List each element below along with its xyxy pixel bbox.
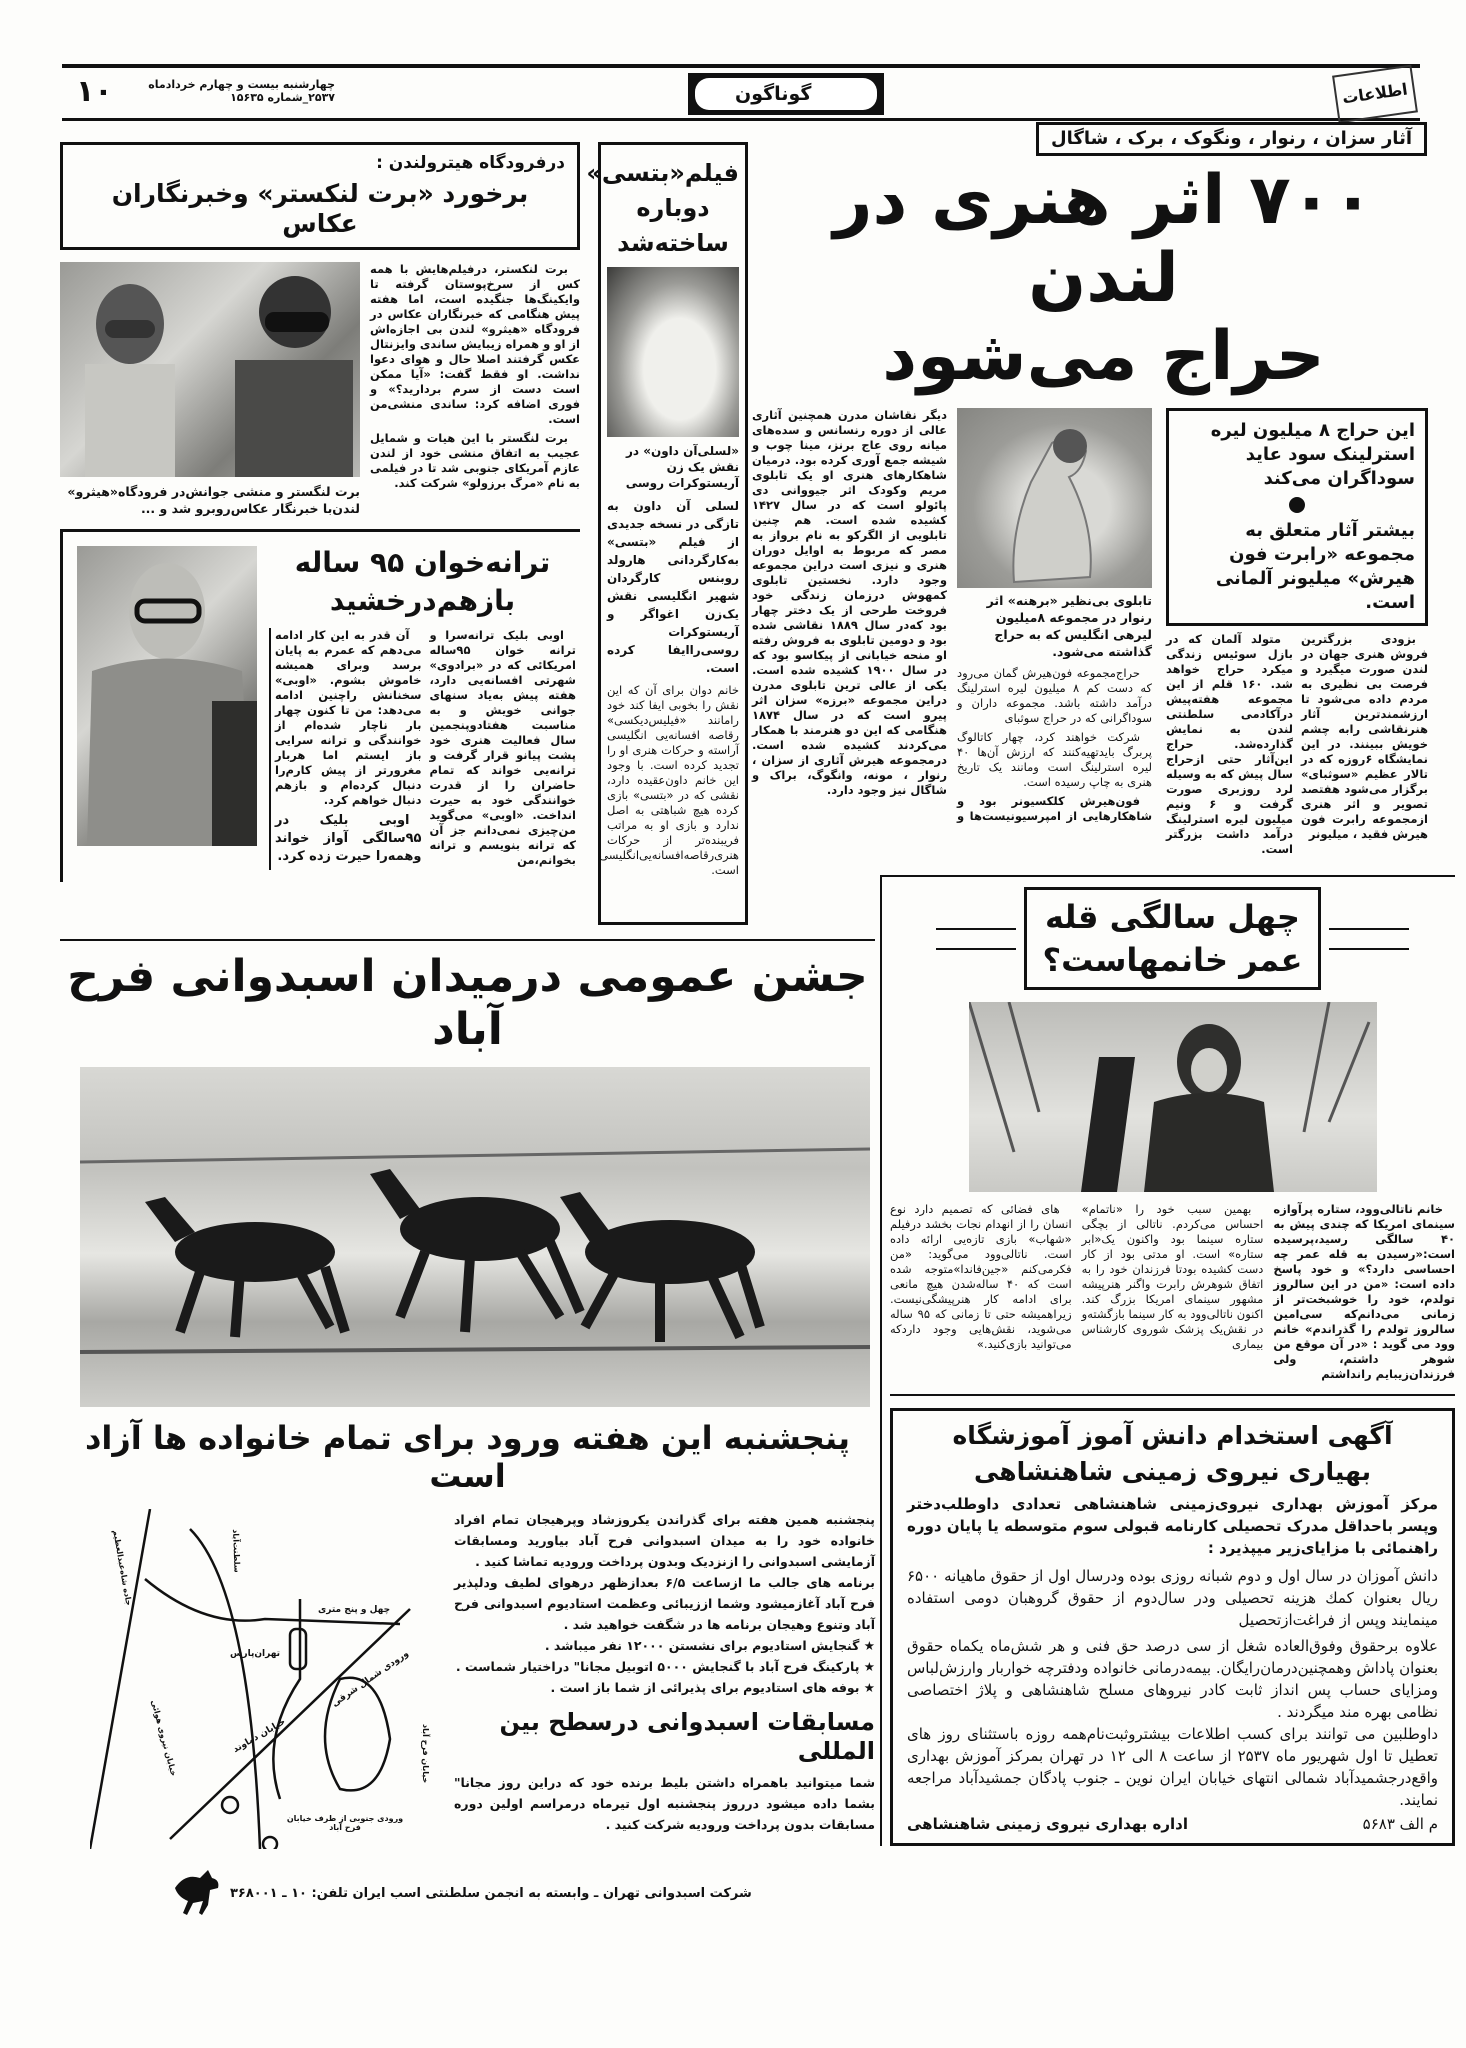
- singer-columns: [269, 628, 576, 872]
- art-column-left: [1166, 632, 1293, 861]
- newspaper-logo: [1332, 65, 1418, 124]
- bullet-text: بوفه های استادیوم برای پذیرائی از شما باز است .: [550, 1680, 860, 1696]
- art-kicker: آثار سزان ، رنوار ، ونگوک ، برک ، شاگال: [1036, 122, 1427, 156]
- betsy-body: خانم دوان برای آن که این نقش را بخوبی ایفا کند خود رامانند «فیلیس‌دیکسی» رقاصه افسانه‌یی انگلیسی آراسته و حرکات هنری او را تجدید کرده است. با وجود این خانم داون‌عقیده دارد، نقشی که در «بتسی» بازی کرده هیچ شباهتی به اصل ندارد و بازی او به مراتب فریبنده‌تر از حرکات هنری‌رقاصه‌افسانه‌یی‌انگلیسی است.: [599, 683, 739, 878]
- forty-headline-2: عمر خانمهاست؟: [1042, 940, 1303, 979]
- map-label-road-3: چهل و پنج متری: [318, 1605, 391, 1616]
- army-code: م الف ۵۶۸۳: [1362, 1814, 1438, 1833]
- army-headline-2: بهیاری نیروی زمینی شاهنشاهی: [973, 1456, 1372, 1486]
- army-para-3: داوطلبین می توانند برای کسب اطلاعات بیشتروثبت‌نام‌همه روزه باستثنای روز های تعطیل تا اول شهریور ماه ۲۵۳۷ از ساعت ۸ الی ۱۲ در تهران بمرکز آموزش بهداری واقع‌درجشمیدآباد شمالی انتهای خیابان ایران نوین ـ جنوب پادگان جمشیدآباد مراجعه نمایند.: [907, 1724, 1438, 1809]
- art-kicker-wrap: [752, 122, 1455, 156]
- pianist-sketch: [77, 546, 257, 846]
- lancaster-photo-column: [60, 262, 360, 517]
- map-label-road-4: تهران‌پارس: [230, 1649, 281, 1660]
- army-headline-1: آگهی استخدام دانش آموز آموزشگاه: [952, 1420, 1393, 1450]
- forty-title-row: [890, 887, 1455, 990]
- right-area: [752, 122, 1455, 1846]
- singer-caption: اوبی بلیک در ۹۵سالگی آواز خواند وهمه‌را حیرت زده کرد.: [275, 812, 422, 864]
- forty-col-2: [1082, 1202, 1264, 1356]
- racing-headline: جشن عمومی درمیدان اسبدوانی فرح آباد: [67, 951, 868, 1055]
- betsy-headline-1: فیلم«بتسی»: [586, 159, 739, 187]
- map-label-road-8: ورودی جنوبی از طرف خیابان فرح آباد: [286, 1814, 404, 1833]
- forty-col-1: [1273, 1202, 1455, 1386]
- text: برت لنگستر با این هیات و شمایل عجیب به اتفاق منشی خود از لندن عازم آمریکای جنوبی شد تا در فیلمی به نام «مرگ برزولو» شرکت کند.: [370, 431, 580, 491]
- lancaster-body: [370, 262, 580, 495]
- betsy-headline-2: دوباره: [636, 193, 710, 222]
- lancaster-singer-column: [60, 142, 580, 882]
- singer-col-right: [430, 628, 577, 872]
- racing-footer-row: [170, 1868, 875, 1918]
- right-lower-column: [880, 875, 1455, 1846]
- map-label-road-5: خیابان دماوند: [231, 1717, 288, 1756]
- forty-title-box: [1024, 887, 1322, 990]
- betsy-column: [586, 142, 748, 925]
- map-label-road-9: خیابان فرح آباد: [421, 1724, 430, 1784]
- text: بزودی بزرگترین فروش هنری جهان در لندن صورت میگیرد و فرصت بی نظیری به مردم داده می‌شود تا ارزشمندترین آثار هنرنقاشی رابه چشم خویش ببینند. در این نمایشگاه ۶روزه که در تالار عظیم «سوثبای» برگزار می‌شود هفتصد تصویر و اثر هنری ازمجموعه رابرت فون هیرش فقید ، میلیونر: [1301, 632, 1428, 842]
- renoir-painting-photo: [957, 408, 1152, 588]
- horse-rider-logo-icon: [170, 1868, 220, 1918]
- map-roads: [90, 1509, 430, 1849]
- forty-columns: [890, 1202, 1455, 1386]
- date-text: چهارشنبه بیست و چهارم خردادماه: [148, 78, 335, 91]
- singer-col-left: [269, 628, 422, 870]
- painting-caption: تابلوی بی‌نظیر «برهنه» اثر رنوار در مجموعه ۸میلیون لیرهی انگلیس که به حراج گذاشته می‌شود.: [986, 593, 1152, 660]
- army-para-1: دانش آموزان در سال اول و دوم شبانه روزی بوده ودرسال اول از حقوق ماهیانه ۶۵۰۰ ریال بعنوان کمك هزینه تحصیلی ودر سال‌دوم از حقوق گروهبان دومی استفاده مینمایند وپس از فراغت‌ازتحصیل: [907, 1566, 1438, 1629]
- art-under-painting-left: شرکت خواهند کرد، چهار کاتالوگ پربرگ بایدتهیه‌کنند که ارزش آن‌ها ۴۰ لیره استرلینگ است ومانند یک تاریخ هنری به چاپ رسیده است.: [957, 730, 1152, 790]
- section-label: [688, 73, 884, 115]
- text: اوبی بلیک ترانه‌سرا و ترانه خوان ۹۵ساله امریکائی که در «برادوی» شهرتی افسانه‌یی دارد، هفته پیش به‌یاد سنهای جوانی خویش و به مناسبت هفتادوپنجمین سال فعالیت هنری خود پشت پیانو قرار گرفت و ترانه‌یی خواند که تمام حاضران را از قدرت خوانندگی خود به حیرت انداخت. «اوبی» می‌گوید من‌چیزی نمی‌دانم جز آن که ترانه بنویسم و ترانه بخوانم،من: [429, 627, 576, 867]
- racing-section-title: مسابقات اسبدوانی درسطح بین المللی: [499, 1708, 875, 1766]
- horse-silhouette: [170, 1868, 220, 1918]
- singer-text-area: [269, 546, 576, 871]
- lancaster-photo: [60, 262, 360, 477]
- forty-bottom-rule: [890, 1394, 1455, 1396]
- masthead-top-rule: [62, 64, 1420, 68]
- date-line: [125, 78, 335, 104]
- lancaster-caption: برت لنگستر و منشی جوانش‌در فرودگاه«هیثرو» لندن‌با خبرنگار عکاس‌روبرو شد و ...: [67, 484, 360, 517]
- star-icon: ★: [859, 1680, 875, 1696]
- map-label-road-6: ورودی شمال شرقی: [330, 1649, 411, 1710]
- army-signature: اداره بهداری نیروی زمینی شاهنشاهی: [907, 1814, 1188, 1833]
- issue-text: ۲۵۳۷_شماره ۱۵۶۳۵: [230, 91, 335, 104]
- army-ad-box: [890, 1408, 1455, 1846]
- army-para-2: علاوه برحقوق وفوق‌العاده شغل از سی درصد حق فنی و هر شش‌ماه یکماه حقوق بعنوان پاداش وهمچنین‌درمان‌رایگان. بیمه‌درمانی خانواده ودفترچه خواربار وارزش‌لباس ومزایای حساب پس انداز ثابت کادر نیروهای مسلح شاهنشاهی و پلاژ اختصاصی نظامی بهره مند میگردند .: [907, 1636, 1438, 1721]
- map-label-road-2: سلطنت‌آباد: [231, 1529, 242, 1574]
- army-lead: مرکز آموزش بهداری نیروی‌زمینی شاهنشاهی تعدادی داوطلب‌دختر وپسر باحداقل مدرک تحصیلی کارنامه قبولی سوم متوسطه یا پایان دوره راهنمائی با مزایای‌زیر میپذیرد :: [907, 1494, 1438, 1557]
- forty-headline-1: چهل سالگی قله: [1045, 898, 1300, 937]
- reclining-woman-sketch: [969, 1002, 1377, 1192]
- auction-highlight-box: [1166, 408, 1428, 626]
- masthead-bottom-rule: [62, 118, 1420, 121]
- bullet-text: پارکینگ فرح آباد با گنجایش ۵۰۰۰ اتوبیل مجانا" دراختیار شماست .: [455, 1659, 860, 1675]
- star-icon: ★: [859, 1638, 875, 1654]
- art-col-far-text: فون‌هیرش کلکسیونر بود و شاهکارهایی از امپرسیونیست‌ها و دیگر نقاشان مدرن همچنین آثاری عالی از دوره رنسانس و سده‌های میانه روی عاج برنز، مینا چوب و شیشه جمع آوری کرده بود. درمیان شاهکارهای هنری او یک تابلوی مریم وکودک اثر جیووانی دی پائولو است که در سال ۱۴۲۷ کشیده شده است. هم چنین تابلویی از الگرکو به نام برواز به مصر که مربوط به اوایل دوران هنری و نیزی است دراین مجموعه وجود دارد. نخستین تابلوی کمهوش درزمان زندگی خود فروخت طرحی از یک دختر چهار بود که‌در سال ۱۸۸۹ نقاشی شده بود و دومین تابلوی به فروش رفته او منحه خیابانی از پیکاسو بود که در سال ۱۹۰۰ کشیده شده است. یکی از عالی ترین تابلوی مدرن دراین مجموعه «برزه» سزان اثر پیرو است که در سال ۱۸۷۴ هنگامی که این دو هنرمند با همکار می‌کردند کشیده شده است. درمجموعه هیرش آثاری از سزان ، رنوار ، مونه، وانگوگ، براک و شاگال نیز وجود دارد.: [752, 408, 1152, 824]
- page-number: ۱۰: [76, 74, 113, 109]
- lancaster-row: [60, 262, 580, 517]
- bullet-text: گنجایش استادیوم برای نشستن ۱۲۰۰۰ نفر میباشد .: [544, 1638, 860, 1654]
- art-right-columns: [1166, 632, 1428, 861]
- art-right-column: [1166, 408, 1428, 861]
- forty-title-rule-left: [936, 928, 1016, 950]
- betsy-headline-3: ساخته‌شد: [617, 228, 729, 257]
- two-people-sketch: [60, 262, 360, 477]
- forty-section: [890, 887, 1455, 1386]
- highlight-line-2: بیشتر آثار متعلق به مجموعه «رابرت فون هیرش» میلیونر آلمانی است.: [1215, 520, 1415, 614]
- star-icon: ★: [859, 1659, 875, 1675]
- map-label-road-7: خیابان نیروی هوائی: [149, 1699, 179, 1778]
- map-label-road-1: جاده شاه‌عبدالعظیم: [111, 1529, 134, 1607]
- text: های فضائی که تصمیم دارد نوع انسان را از انهدام نجات بخشد درفیلم «شهاب» بازی تازه‌یی ارائه داده است. ناتالی‌وود می‌گوید: «من فکرمی‌کنم «جین‌فاندا»متوجه شده است که ۴۰ ساله‌شدن هیچ مانعی برای ادامه کار هنرپیشگی‌نیست. زیراهمیشه حتی تا زمانی که ۹۵ ساله می‌شوید، نقش‌هایی وجود داردکه می‌توانید بازی‌کنید.»: [889, 1201, 1072, 1351]
- art-body-row: [752, 408, 1455, 861]
- singer-headline-2: بازهم‌درخشید: [329, 583, 516, 617]
- betsy-caption: «لسلی‌آن داون» در نقش یک زن آریستوکرات روسی: [625, 444, 739, 491]
- racing-subheadline: پنجشنبه این هفته ورود برای تمام خانواده ها آزاد است: [84, 1418, 851, 1495]
- forty-title-rule-right: [1329, 928, 1409, 950]
- art-under-painting-right: حراج‌مجموعه فون‌هیرش گمان می‌رود که دست کم ۸ میلیون لیره استرلینگ درآمد داشته باشد. مجموعه داران و سوداگرانی که در حراج سوثبای: [957, 666, 1152, 726]
- text: آن قدر به این کار ادامه می‌دهم که عمرم به پایان برسد وبرای همیشه خاموش بشوم. «اوبی» سخنانش راچنین ادامه می‌دهد: من تا کنون چهار بار ناچار شده‌ام از خوانندگی و ترانه سرایی باز ایستم اما هربار مغرورتر از پیش کارم‌را دنبال کرده‌ام و بازهم دنبال خواهم کرد.: [275, 627, 422, 807]
- text: برت لنکستر، درفیلم‌هایش با همه کس از سرخ‌پوستان گرفته تا وایکینگ‌ها جنگیده است، اما هفته پیش هنگامی که خبرنگاران عکاس در فرودگاه «هیثرو» لندن بی اجازه‌اش از او و همراه زیبایش ساندی وایزنتال عکس گرفتند اصلا حال و هوای دعوا نداشت. او فقط گفت: «آیا ممکن است دست از سرم بردارید؟» و فوری اضافه کرد: ساندی منشی‌من است.: [370, 262, 580, 427]
- army-footer: [907, 1815, 1438, 1833]
- art-column-right: [1301, 632, 1428, 846]
- text: خانم ناتالی‌وود، ستاره پرآوازه سینمای امریکا که چندی پیش به ۴۰ سالگی رسید،پرسیده است:«رسیدن به قله عمر چه احساسی دارد؟» و خود پاسخ داده است: «من در این سالروز تولدم، خود را خوشبخت‌تر از زمانی می‌دانم‌که سی‌امین سالروز تولدم را گذراندم» خانم وود می گوید : «در آن موقع من شوهر داشتم، ولی فرزندان‌زیبایم رانداشتم: [1273, 1201, 1455, 1381]
- logo-text: اطلاعات: [1341, 79, 1409, 108]
- racing-footer: شرکت اسبدوانی تهران ـ وابسته به انجمن سلطنتی اسب ایران تلفن: ۱۰ ـ ۳۶۸۰۰۱: [230, 1885, 752, 1901]
- text: متولد آلمان که در بازل سوئیس زندگی میکرد حراج خواهد شد. ۱۶۰ قلم از این مجموعه هفته‌پیش درآکادمی سلطنتی لندن به نمایش گذارده‌شد. حراج این‌آثار حتی ازحراج سال پیش که به وسیله لرد روزبری صورت گرفت و ۶ ونیم میلیون لیره استرلینگ درآمد داشت بزرگتر است.: [1166, 632, 1294, 857]
- art-columns: [752, 408, 1152, 824]
- lesley-anne-down-photo: [607, 267, 739, 437]
- lancaster-headline-box: [60, 142, 580, 250]
- highlight-line-1: این حراج ۸ میلیون لیره استرلینک سود عاید سوداگران می‌کند: [1210, 420, 1415, 490]
- natalie-wood-photo: [969, 1002, 1377, 1192]
- forty-col-3: [890, 1202, 1072, 1356]
- racing-para-3: شما میتوانید باهمراه داشتن بلیط برنده خود که دراین روز مجانا" بشما داده میشود درروز پنجشنبه اول تیرماه درمراسم اولین دوره مسابقات بدون پرداخت ورودیه شرکت کنید .: [454, 1774, 875, 1832]
- racing-para-2: برنامه های جالب ما ازساعت ۶/۵ بعدازظهر درهوای لطیف ودلپذیر فرح آباد آغازمیشود وشما اززیبائی وعظمت استادیوم اسبدوانی فرح آباد وتنوع وهیجان برنامه ها در شگفت خواهید شد .: [454, 1575, 875, 1633]
- art-headline-2: حراج می‌شود: [882, 316, 1325, 396]
- lancaster-kicker: درفرودگاه هیترولندن :: [376, 153, 565, 173]
- eubie-blake-photo: [77, 546, 257, 846]
- art-headline-1: ۷۰۰ اثر هنری در لندن: [833, 160, 1374, 318]
- section-name: گوناگون: [695, 78, 877, 110]
- lancaster-headline: برخورد «برت لنکستر» وخبرنگاران عکاس: [111, 179, 529, 239]
- racing-para-1: پنجشنبه همین هفته برای گذراندن یکروزشاد وپرهیجان تمام افراد خانواده خود را به میدان اسبدوانی فرح آباد بیاورید ومسابقات آزمایشی اسبدوانی را ازنزدیک وبدون پرداخت ورودیه تماشا کنید .: [454, 1512, 875, 1570]
- text: بهمین سبب خود را «ناتمام» احساس می‌کردم. ناتالی از بچگی ستاره سینما بود واکنون یک«ابر ستاره» است. او مدتی بود از کار دست کشیده بودتا فرزندان خود را به اتفاق شوهرش رابرت واگنر هنرپیشه مشهور سینمای امریکا بزرگ کند. اکنون ناتالی‌وود به کار سینما بازگشته‌و در نقش‌یک پزشک شوروی کارشناس بیماری: [1081, 1201, 1264, 1351]
- singer-section: [60, 529, 580, 881]
- singer-headline-1: ترانه‌خوان ۹۵ ساله: [294, 546, 551, 580]
- farahabad-map: [90, 1509, 440, 1854]
- bullet-icon: [1289, 497, 1305, 513]
- betsy-lead: لسلی آن داون به تازگی در نسخه جدیدی از فیلم «بتسی» به‌کارگردانی هارولد روبنس کارگردان شهیر انگلیسی نقش یک‌زن اغواگر و آریستوکرات روسی‌راایفا کرده است.: [607, 499, 739, 676]
- nude-figure-sketch: [962, 408, 1152, 588]
